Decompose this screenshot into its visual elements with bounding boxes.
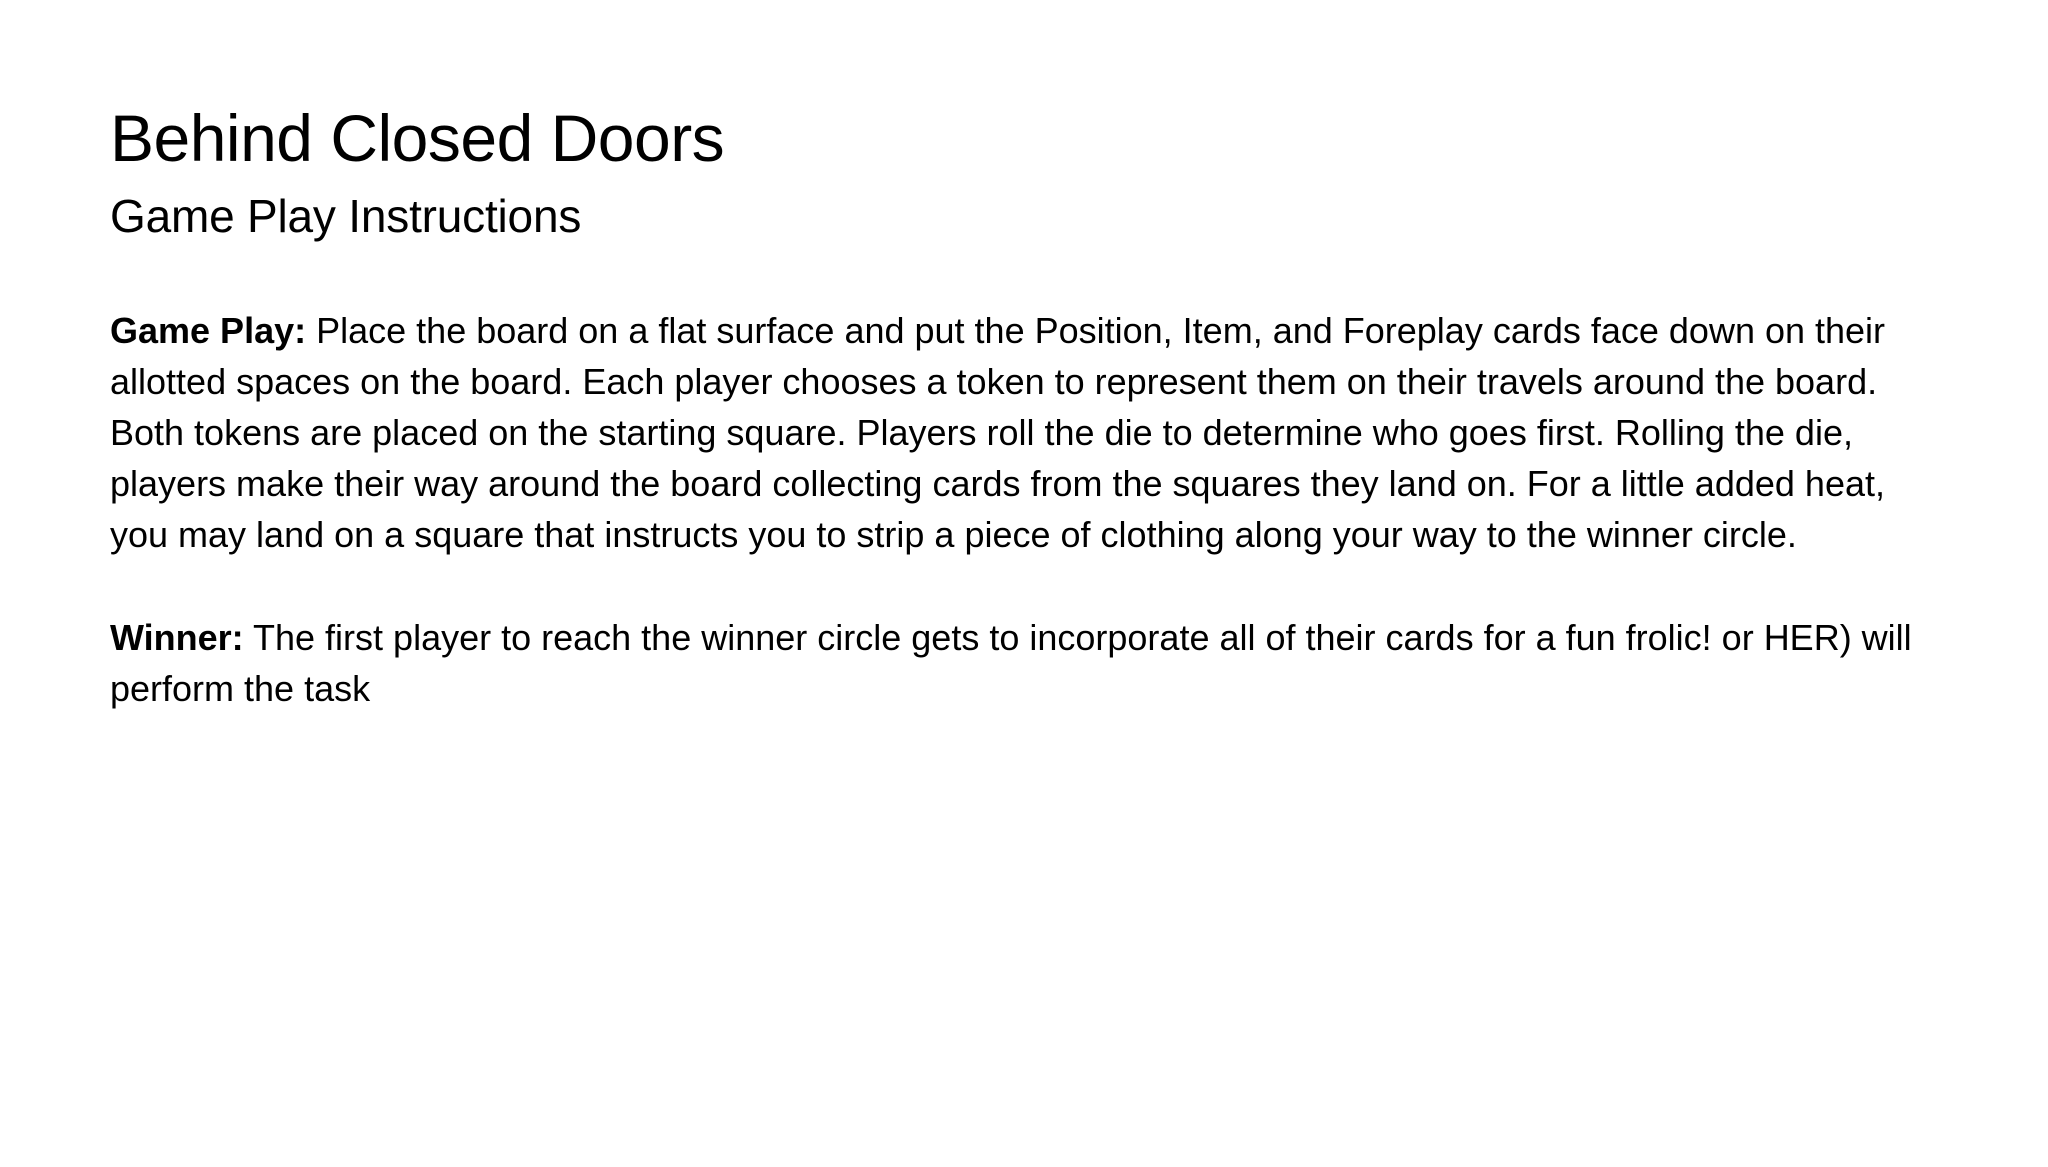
page-title: Behind Closed Doors <box>110 101 725 175</box>
page-subtitle: Game Play Instructions <box>110 189 582 242</box>
paragraph-lead-winner: Winner: <box>110 617 244 659</box>
paragraph-text-winner: The first player to reach the winner circle gets to incorporate all of their cards for a fun frolic! or HER) will perform the task <box>110 617 1912 710</box>
paragraph-game-play <box>110 243 1938 561</box>
paragraph-lead-game-play: Game Play: <box>110 309 307 351</box>
paragraph-winner <box>110 560 1938 714</box>
paragraph-text-game-play: Place the board on a flat surface and put the Position, Item, and Foreplay cards face down on their allotted spaces on the board. Each player chooses a token to represent them on their travels around the board. Both tokens are placed on the starting square. Players roll the die to determine who goes first. Rolling the die, players make their way around the board collecting cards from the squares they land on. For a little added heat, you may land on a square that instructs you to strip a piece of clothing along your way to the winner circle. <box>110 309 1886 556</box>
